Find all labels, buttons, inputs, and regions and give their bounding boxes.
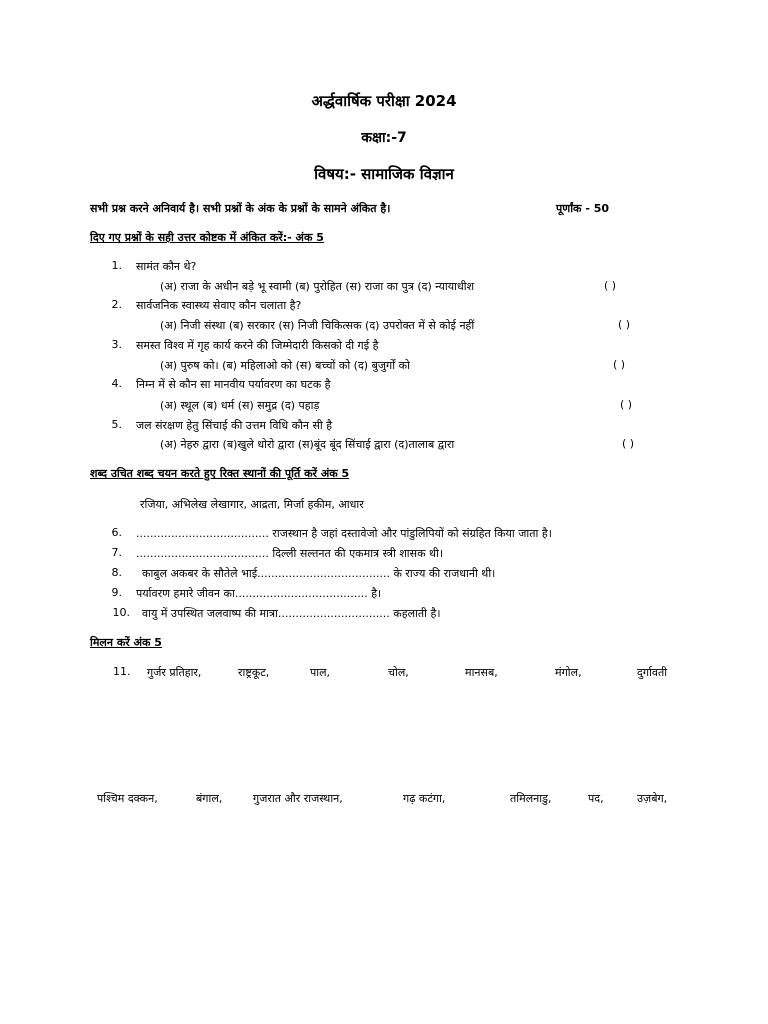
options-text: (अ) राजा के अधीन बड़े भू स्वामी (ब) पुरोहित (स) राजा का पुत्र (द) न्यायाधीश <box>160 280 475 293</box>
answer-bracket[interactable]: ( ) <box>622 437 635 450</box>
question-number: 11. <box>113 665 131 678</box>
question-text: समस्त विश्व में गृह कार्य करने की जिम्मेदारी किसको दी गई है <box>136 339 379 352</box>
match-term: गढ़ कटंगा, <box>403 792 446 805</box>
question-number: 5. <box>111 418 122 431</box>
exam-title: अर्द्धवार्षिक परीक्षा 2024 <box>311 92 457 110</box>
match-term: मानसब, <box>465 666 498 679</box>
answer-bracket[interactable]: ( ) <box>618 318 631 331</box>
section2-heading: शब्द उचित शब्द चयन करते हुए रिक्त स्थानों की पूर्ति करें अंक 5 <box>90 467 350 480</box>
instructions-text: सभी प्रश्न करने अनिवार्य है। सभी प्रश्नों के अंक के प्रश्नों के सामने अंकित है। <box>90 202 391 215</box>
subject-label: विषय:- सामाजिक विज्ञान <box>314 165 454 183</box>
question-text: सार्वजनिक स्वास्थ्य सेवाए कौन चलाता है? <box>136 299 302 312</box>
question-number: 7. <box>111 546 122 559</box>
max-marks: पूर्णांक - 50 <box>556 202 610 215</box>
question-number: 8. <box>111 566 122 579</box>
question-text: सामंत कौन थे? <box>136 260 197 273</box>
blank-sentence: वायु में उपस्थित जलवाष्प की मात्रा................................ कहलाती है। <box>142 607 441 620</box>
match-term: चोल, <box>388 666 409 679</box>
question-number: 10. <box>112 606 130 619</box>
match-term: मंगोल, <box>555 666 582 679</box>
match-term: दुर्गावती <box>637 666 668 679</box>
question-number: 2. <box>111 298 122 311</box>
question-number: 4. <box>111 377 122 390</box>
match-term: उज़बेग, <box>637 792 668 805</box>
blank-sentence: काबुल अकबर के सौतेले भाई...................................... के राज्य की राजधानी थी। <box>142 567 496 580</box>
match-term: बंगाल, <box>196 792 223 805</box>
match-term: पद, <box>588 792 604 805</box>
blank-sentence: ...................................... राजस्थान है जहां दस्तावेजो और पांडुलिपियों को संग्रहित किया जाता है। <box>136 527 552 540</box>
blank-sentence: पर्यावरण हमारे जीवन का...................................... है। <box>136 587 382 600</box>
match-term: पश्चिम दक्कन, <box>97 792 158 805</box>
section3-heading: मिलन करें अंक 5 <box>90 636 162 649</box>
question-number: 1. <box>111 259 122 272</box>
section1-heading: दिए गए प्रश्नों के सही उत्तर कोष्टक में अंकित करें:- अंक 5 <box>90 231 324 244</box>
options-text: (अ) नेहरु द्वारा (ब)खुले धोरो द्वारा (स)बूंद बूंद सिंचाई द्वारा (द)तालाब द्वारा <box>160 438 455 451</box>
word-bank: रजिया, अभिलेख लेखागार, आद्रता, मिर्जा हकीम, आधार <box>140 498 364 511</box>
match-term: राष्ट्रकूट, <box>238 666 270 679</box>
question-text: जल संरक्षण हेतु सिंचाई की उत्तम विधि कौन सी है <box>136 419 333 432</box>
options-text: (अ) निजी संस्था (ब) सरकार (स) निजी चिकित्सक (द) उपरोक्त में से कोई नहीं <box>160 319 475 332</box>
match-term: गुजरात और राजस्थान, <box>253 792 343 805</box>
question-number: 3. <box>111 338 122 351</box>
answer-bracket[interactable]: ( ) <box>613 358 626 371</box>
question-text: निम्न में से कौन सा मानवीय पर्यावरण का घटक है <box>136 378 331 391</box>
answer-bracket[interactable]: ( ) <box>604 279 617 292</box>
options-text: (अ) पुरुष को। (ब) महिलाओ को (स) बच्चों को (द) बुजुर्गों को <box>160 359 410 372</box>
answer-bracket[interactable]: ( ) <box>620 398 633 411</box>
question-number: 9. <box>111 586 122 599</box>
match-term: तमिलनाडु, <box>510 792 552 805</box>
class-label: कक्षा:-7 <box>361 130 407 146</box>
match-term: पाल, <box>310 666 331 679</box>
options-text: (अ) स्थूल (ब) धर्म (स) समुद्र (द) पहाड़ <box>160 399 320 412</box>
match-term: गुर्जर प्रतिहार, <box>147 666 202 679</box>
blank-sentence: ...................................... दिल्ली सल्तनत की एकमात्र स्त्री शासक थी। <box>136 547 444 560</box>
question-number: 6. <box>111 526 122 539</box>
